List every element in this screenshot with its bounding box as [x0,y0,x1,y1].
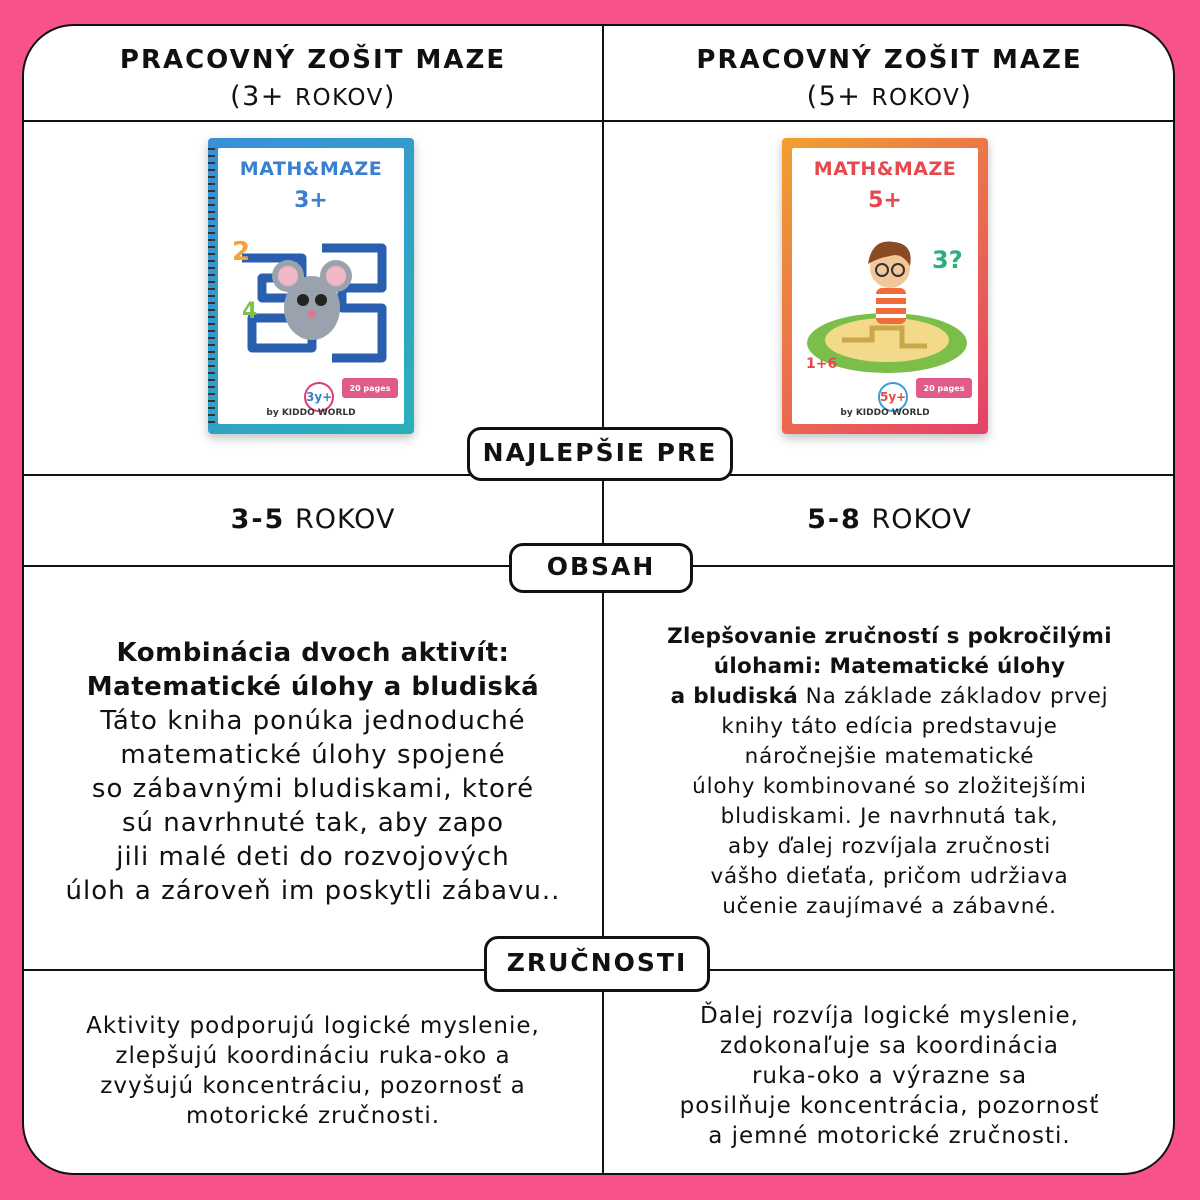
right-content-heading-line: a bludiská Na základe základov prvej [670,684,1109,709]
svg-text:2: 2 [232,238,251,267]
text-line: sú navrhnuté tak, aby zapo [121,808,504,838]
right-skills-text [602,1001,1175,1151]
text-line: motorické zručnosti. [185,1103,441,1129]
text-line: aby ďalej rozvíjala zručnosti [727,834,1051,859]
right-content-text [602,622,1175,922]
left-book-age-badge: 3y+ [304,382,334,412]
content-label: OBSAH [509,543,693,593]
text-line: úlohy kombinované so zložitejšími [692,774,1087,799]
text-line: Ďalej rozvíja logické myslenie, [700,1003,1079,1029]
text-line: jili malé deti do rozvojových [116,842,510,872]
spiral-binding [208,148,215,424]
text-line: Aktivity podporujú logické myslenie, [86,1013,540,1039]
row-divider-header [24,120,1175,122]
left-best-for-age: 3-5 ROKOV [230,504,396,535]
text-line: učenie zaujímavé a zábavné. [722,894,1057,919]
right-book-pages: 20 pages [916,378,972,398]
comparison-card [22,24,1175,1175]
text-line: Táto kniha ponúka jednoduché [100,706,526,736]
boy-maze-illustration [802,228,972,378]
text-line: úloh a zároveň im poskytli zábavu.. [65,876,561,906]
text-line: zdokonaľuje sa koordinácia [720,1033,1059,1059]
left-book-age: 3+ [294,188,328,213]
text-line: bludiskami. Je navrhnutá tak, [720,804,1059,829]
right-book-cover [782,138,988,434]
left-book-cover [208,138,414,434]
left-book-title: MATH&MAZE [239,158,383,180]
right-content-heading-line: Zlepšovanie zručností s pokročilými [667,624,1112,649]
svg-text:4: 4 [242,299,258,324]
left-column-header [24,42,602,117]
text-line: vášho dieťaťa, pričom udržiava [710,864,1069,889]
left-book-pages: 20 pages [342,378,398,398]
right-column-header [602,42,1175,117]
text-line: matematické úlohy spojené [120,740,506,770]
svg-text:3?: 3? [932,246,963,274]
left-content-text [24,636,602,908]
text-line: a jemné motorické zručnosti. [708,1123,1071,1149]
text-line: posilňuje koncentrácia, pozornosť [679,1093,1100,1119]
left-skills-text [24,1011,602,1131]
text-line: knihy táto edícia predstavuje [721,714,1058,739]
left-header-age: (3+ ROKOV) [230,81,396,112]
right-header-age: (5+ ROKOV) [806,81,973,112]
right-content-heading-line: úlohami: Matematické úlohy [713,654,1066,679]
text-line: ruka-oko a výrazne sa [751,1063,1028,1089]
best-for-label: NAJLEPŠIE PRE [467,427,733,481]
right-best-for-age: 5-8 ROKOV [807,504,972,535]
mouse-maze-illustration [232,238,392,368]
right-book-age-badge: 5y+ [878,382,908,412]
right-book-brand: by KIDDO WORLD [840,408,930,418]
text-line: náročnejšie matematické [744,744,1035,769]
left-content-heading: Kombinácia dvoch aktivít: Matematické úlohy a bludiská [86,638,540,702]
right-header-title: PRACOVNÝ ZOŠIT MAZE [696,45,1083,75]
right-book-age: 5+ [868,188,902,213]
text-line: zvyšujú koncentráciu, pozornosť a [100,1073,526,1099]
left-book-brand: by KIDDO WORLD [266,408,356,418]
svg-text:1+6: 1+6 [806,356,838,372]
right-book-title: MATH&MAZE [813,158,957,180]
text-line: zlepšujú koordináciu ruka-oko a [115,1043,511,1069]
skills-label: ZRUČNOSTI [484,936,710,992]
text-line: so zábavnými bludiskami, ktoré [91,774,535,804]
left-header-title: PRACOVNÝ ZOŠIT MAZE [119,45,507,75]
